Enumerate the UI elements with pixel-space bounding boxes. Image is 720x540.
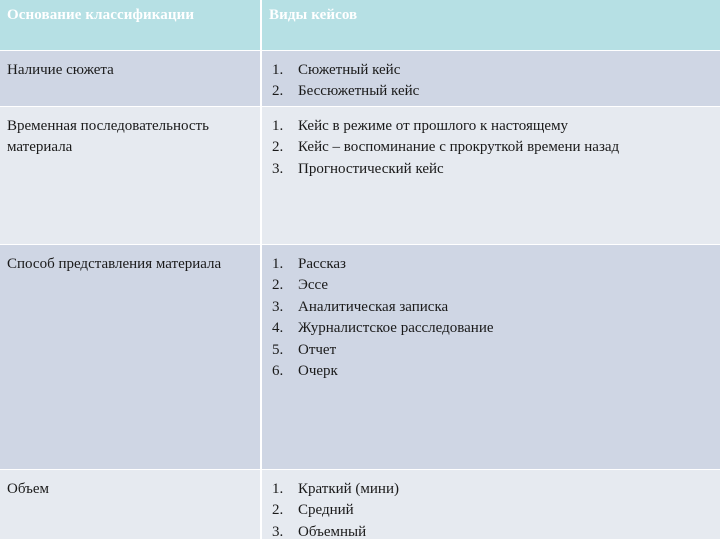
row-2-basis: Временная последовательность материала — [0, 107, 260, 245]
header-cell-basis: Основание классификации — [0, 0, 260, 51]
list-item: 6. Очерк — [272, 363, 338, 380]
list-item: 2. Средний — [272, 502, 354, 519]
list-item: 3. Прогностический кейс — [272, 160, 444, 177]
row-4-basis: Объем — [0, 470, 260, 540]
row-1-types — [262, 51, 720, 107]
row-3-types — [262, 245, 720, 470]
list-item: 2. Эссе — [272, 277, 329, 294]
row-2-list — [272, 116, 716, 180]
list-item: 3. Аналитическая записка — [272, 298, 449, 315]
row-3-basis: Способ представления материала — [0, 245, 260, 470]
row-2-types — [262, 107, 720, 245]
list-item: 2. Бессюжетный кейс — [272, 83, 420, 100]
list-item: 1. Рассказ — [272, 256, 346, 272]
row-3-list — [272, 254, 716, 382]
list-item: 1. Краткий (мини) — [272, 481, 399, 497]
list-item: 2. Кейс – воспоминание с прокруткой времени назад — [272, 139, 620, 156]
row-1-basis: Наличие сюжета — [0, 51, 260, 107]
list-item: 5. Отчет — [272, 341, 337, 358]
list-item: 4. Журналистское расследование — [272, 320, 494, 337]
list-item: 3. Объемный — [272, 523, 367, 540]
list-item: 1. Кейс в режиме от прошлого к настоящему — [272, 118, 569, 134]
row-1-list — [272, 60, 716, 103]
header-cell-case-types: Виды кейсов — [262, 0, 720, 51]
row-4-list — [272, 479, 716, 540]
row-4-types — [262, 470, 720, 540]
list-item: 1. Сюжетный кейс — [272, 62, 401, 78]
